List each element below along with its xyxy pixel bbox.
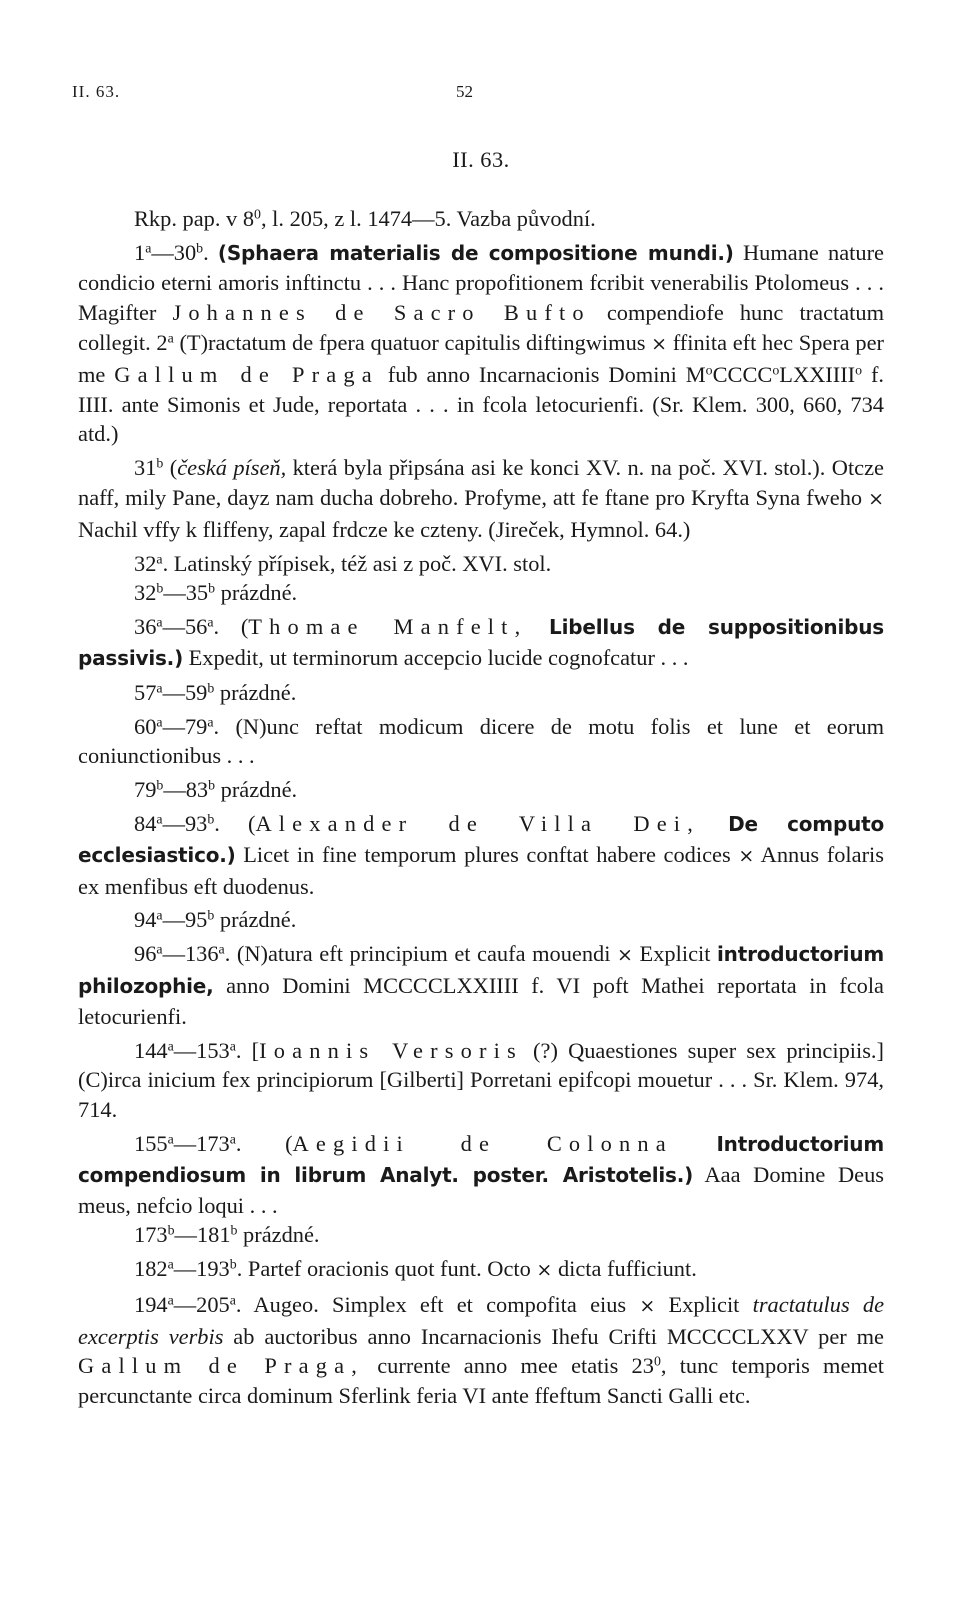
separator-mark: × bbox=[738, 844, 755, 867]
scribe-name: Gallum de Praga bbox=[114, 361, 379, 387]
item-latin-note: 32$^a$. Latinský přípisek, též asi z poč. XVI. stol. bbox=[134, 550, 552, 576]
separator-mark: × bbox=[651, 332, 668, 355]
item-partes-orationis: 182$^a$—193$^b$. Partef oracionis quot funt. Octo × dicta fufficiunt. bbox=[134, 1256, 697, 1282]
separator-mark: × bbox=[868, 487, 884, 510]
separator-mark: × bbox=[617, 944, 633, 967]
item-colonna: 155$^a$—173$^a$. (Aegidii de Colonna Introductorium compendiosum in librum Analyt. poster. Aristotelis.) Aaa Domine Deus meus, nefcio loqui . . . bbox=[78, 1130, 884, 1218]
manuscript-description: Rkp. pap. v $8^0$, l. 205, z l. 1474—5. Vazba původní. bbox=[134, 205, 596, 231]
work-title: Libellus de suppositionibus passivis.) bbox=[78, 615, 884, 670]
item-blank-79-83: 79$^b$—83$^b$ prázdné. bbox=[134, 777, 298, 803]
running-head-shelfmark: II. 63. bbox=[72, 82, 121, 101]
work-title: (Sphaera materialis de compositione mundi.) bbox=[217, 240, 734, 265]
italic-work-title: tractatulus de excerptis verbis bbox=[78, 1291, 885, 1349]
author-name: Alexander de Villa Dei, bbox=[255, 810, 700, 836]
separator-mark: × bbox=[639, 1294, 656, 1317]
item-philozophie: 96$^a$—136$^a$. (N)atura eft principium et caufa mouendi × Explicit introductorium philozophie, anno Domini MCCCCLXXIIII f. VI poft Mathei reportata in fcola letocurienfi. bbox=[78, 941, 884, 1029]
page-number: 52 bbox=[456, 82, 473, 101]
separator-mark: × bbox=[536, 1259, 553, 1282]
work-title: De computo ecclesiastico.) bbox=[78, 811, 885, 867]
item-blank-57-59: 57$^a$—59$^b$ prázdné. bbox=[134, 679, 297, 705]
item-blank-94-95: 94$^a$—95$^b$ prázdné. bbox=[134, 907, 297, 933]
item-sphaera: 1$^a$—30$^b$. (Sphaera materialis de compositione mundi.) Humane nature condicio eterni amoris inftinctu . . . Hanc propofitionem fcribit venerabilis Ptolomeus . . . Magifter Johannes de Sacro Bufto compendiofe hunc tractatum collegit. 2$^a$ (T)ractatum de fpera quatuor capitulis diftingwimus × ffinita eft hec Spera per me Gallum de Praga fub anno Incarnacionis Domini $M^oCCCC^oLXXIIII^o$ f. IIII. ante Simonis et Jude, reportata . . . in fcola letocurienfi. (Sr. Klem. 300, 660, 734 atd.) bbox=[78, 239, 885, 447]
author-name: Thomae Manfelt, bbox=[248, 614, 528, 640]
author-name: Johannes de Sacro Bufto bbox=[172, 300, 591, 326]
author-name: Aegidii de Colonna bbox=[292, 1130, 673, 1156]
entry-title: II. 63. bbox=[452, 147, 510, 172]
item-czech-song: 31$^b$ (česká píseň, která byla připsána asi ke konci XV. n. na poč. XVI. stol.). Otcze naff, mily Pane, dayz nam ducha dobreho. Profyme, att fe ftane pro Kryfta Syna fweho × Nachil vffy k fliffeny, zapal frdcze ke czteny. (Jireček, Hymnol. 64.) bbox=[78, 455, 884, 542]
catalogue-entry bbox=[78, 145, 884, 1411]
item-blank-32-35: 32$^b$—35$^b$ prázdné. bbox=[134, 580, 298, 606]
italic-note: česká píseň, bbox=[177, 455, 287, 481]
work-title: Introductorium compendiosum in librum Analyt. poster. Aristotelis.) bbox=[78, 1131, 884, 1187]
item-excerptis-verbis: 194$^a$—205$^a$. Augeo. Simplex eft et compofita eius × Explicit tractatulus de excerptis verbis ab auctoribus anno Incarnacionis Ihefu Crifti MCCCCLXXV per me Gallum de Praga, currente anno mee etatis $23^0$, tunc temporis memet percunctante circa dominum Sferlink feria VI ante ffeftum Sancti Galli etc. bbox=[78, 1291, 885, 1409]
author-name: Ioannis Versoris bbox=[259, 1037, 523, 1063]
item-blank-173-181: 173$^b$—181$^b$ prázdné. bbox=[134, 1222, 320, 1248]
work-title: introductorium philozophie, bbox=[78, 942, 884, 998]
item-computo: 84$^a$—93$^b$. (Alexander de Villa Dei, De computo ecclesiastico.) Licet in fine temporum plures conftat habere codices × Annus folaris ex menfibus eft duodenus. bbox=[78, 810, 885, 899]
item-motu-solis: 60$^a$—79$^a$. (N)unc reftat modicum dicere de motu folis et lune et eorum coniunctionibus . . . bbox=[78, 713, 884, 769]
item-versoris: 144$^a$—153$^a$. [Ioannis Versoris (?) Quaestiones super sex principiis.] (C)irca inicium fex principiorum [Gilberti] Porretani epifcopi mouetur . . . Sr. Klem. 974, 714. bbox=[78, 1037, 884, 1123]
scribe-name: Gallum de Praga, bbox=[78, 1353, 365, 1379]
item-manfelt: 36$^a$—56$^a$. (Thomae Manfelt, Libellus de suppositionibus passivis.) Expedit, ut terminorum accepcio lucide cognofcatur . . . bbox=[78, 614, 884, 670]
